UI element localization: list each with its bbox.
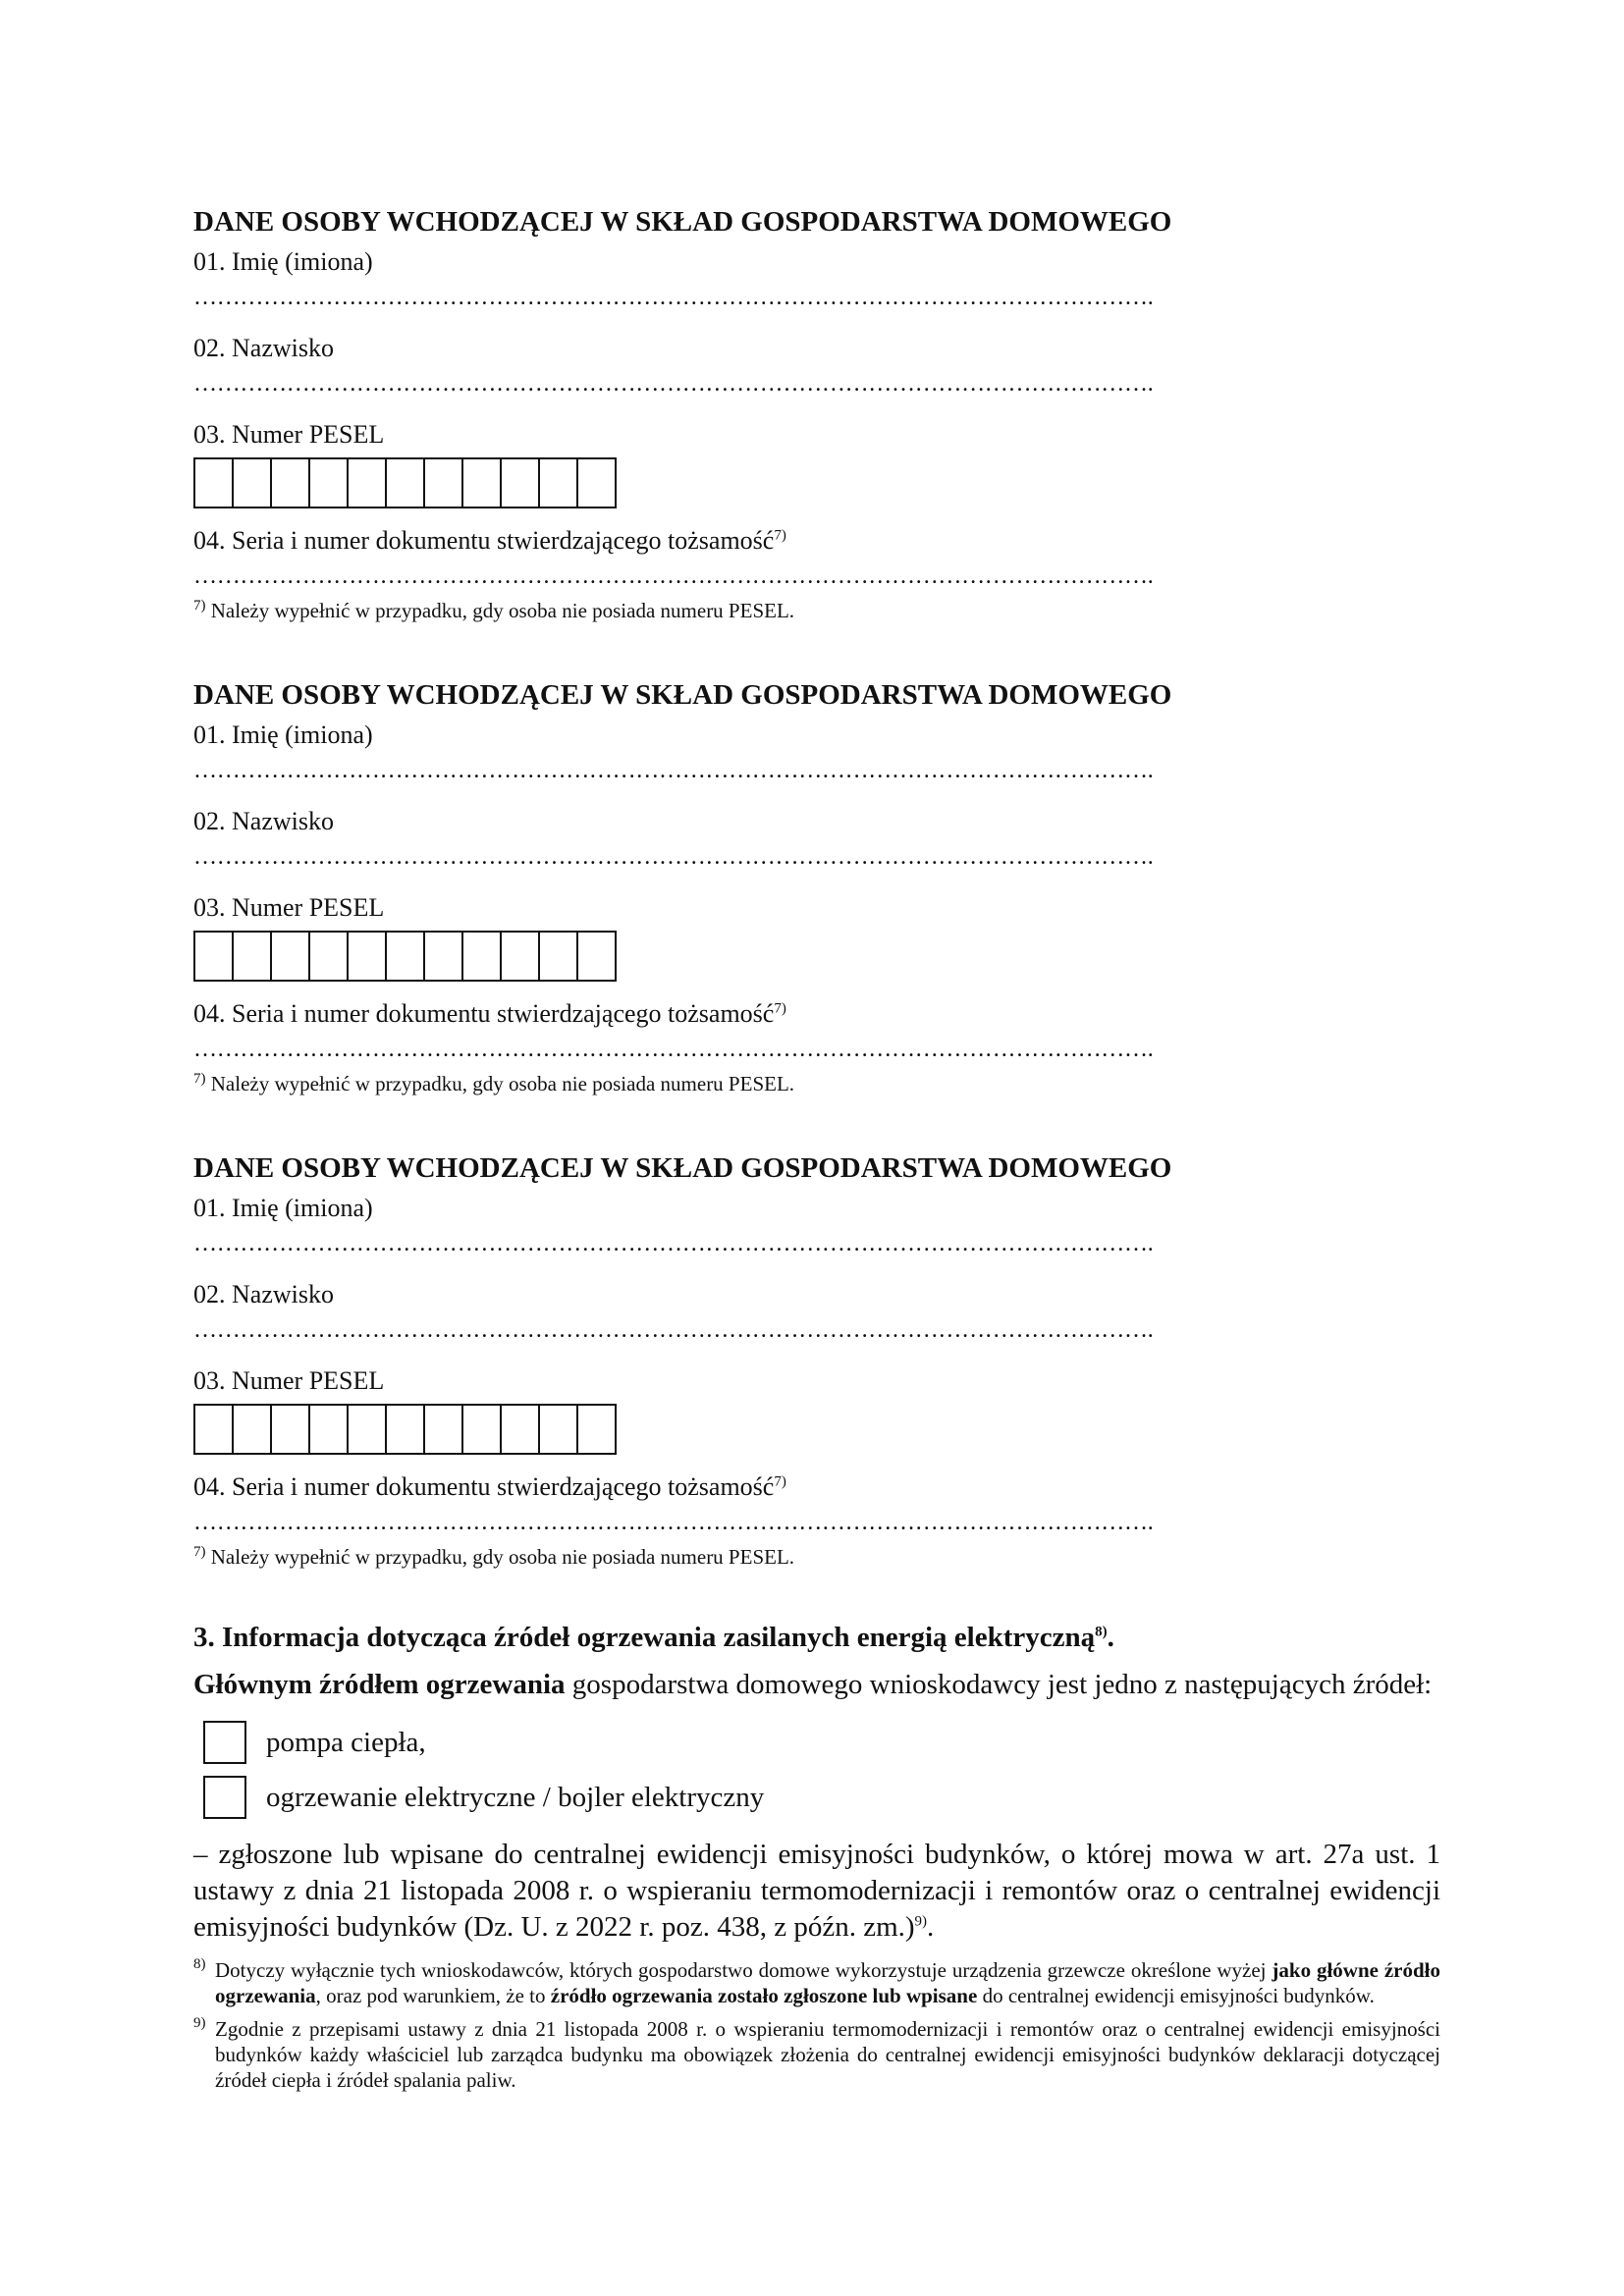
first-name-label: 01. Imię (imiona) (193, 247, 373, 276)
pesel-digit-box[interactable] (310, 459, 349, 507)
surname-field[interactable]: ……………………………………………………………………………………………………………. (193, 844, 1154, 870)
surname-field[interactable]: ……………………………………………………………………………………………………………. (193, 371, 1154, 397)
id-document-field[interactable]: ……………………………………………………………………………………………………………. (193, 1037, 1154, 1062)
id-document-label-text: 04. Seria i numer dokumentu stwierdzającego tożsamość (193, 1472, 775, 1501)
footnote-ref: 7) (774, 1000, 786, 1017)
pesel-digit-box[interactable] (272, 1406, 310, 1453)
person-block-1 (193, 204, 1440, 624)
pesel-digit-box[interactable] (234, 933, 272, 980)
footnote-ref: 9) (914, 1913, 928, 1930)
option-heat-pump[interactable] (203, 1715, 1440, 1770)
pesel-digit-box[interactable] (540, 933, 578, 980)
footnote-text: Należy wypełnić w przypadku, gdy osoba nie posiada numeru PESEL. (205, 599, 795, 622)
registry-note-text: – zgłoszone lub wpisane do centralnej ewidencji emisyjności budynków, o której mowa w art. 27a ust. 1 ustawy z dnia 21 listopada 2008 r. o wspieraniu termomodernizacji i remontów oraz o centralnej ewidencji emisyjności budynków (Dz. U. z 2022 r. poz. 438, z późn. zm.) (193, 1839, 1440, 1943)
footnote-mark: 8) (193, 1956, 206, 1972)
footnote-mark: 7) (193, 1071, 206, 1087)
pesel-digit-box[interactable] (540, 1406, 578, 1453)
electric-heating-label: ogrzewanie elektryczne / bojler elektryczny (266, 1781, 765, 1813)
heat-pump-label: pompa ciepła, (266, 1726, 426, 1758)
footnote-text: Należy wypełnić w przypadku, gdy osoba nie posiada numeru PESEL. (205, 1072, 795, 1095)
pesel-digit-box[interactable] (425, 459, 463, 507)
pesel-digit-box[interactable] (272, 459, 310, 507)
first-name-field[interactable]: ……………………………………………………………………………………………………………. (193, 758, 1154, 783)
surname-label: 02. Nazwisko (193, 807, 334, 835)
pesel-digit-box[interactable] (195, 933, 234, 980)
id-document-label (193, 997, 1440, 1031)
surname-field[interactable]: ……………………………………………………………………………………………………………. (193, 1317, 1154, 1343)
fn9-text: Zgodnie z przepisami ustawy z dnia 21 listopada 2008 r. o wspieraniu termomodernizacji i remontów oraz o centralnej ewidencji emisyjności budynków każdy właściciel lub zarządca budynku ma obowiązek złożenia do centralnej ewidencji emisyjności budynków deklaracji dotyczącej źródeł ciepła i źródeł spalania paliw. (215, 2017, 1440, 2092)
first-name-label: 01. Imię (imiona) (193, 721, 373, 749)
pesel-label: 03. Numer PESEL (193, 893, 385, 922)
pesel-digit-box[interactable] (387, 933, 425, 980)
registry-note (193, 1837, 1440, 1946)
footnote-9 (193, 2016, 1440, 2093)
id-document-label-text: 04. Seria i numer dokumentu stwierdzającego tożsamość (193, 999, 775, 1028)
option-electric-heating[interactable] (203, 1770, 1440, 1825)
heating-intro (193, 1667, 1440, 1703)
pesel-digit-box[interactable] (195, 459, 234, 507)
person-block-3 (193, 1150, 1440, 1571)
footnote-ref: 8) (1095, 1624, 1108, 1640)
pesel-digit-box[interactable] (425, 1406, 463, 1453)
section-3-title-text: 3. Informacja dotycząca źródeł ogrzewania zasilanych energią elektryczną (193, 1622, 1096, 1653)
id-document-field[interactable]: ……………………………………………………………………………………………………………. (193, 1510, 1154, 1535)
pesel-digit-box[interactable] (578, 1406, 615, 1453)
footnote-ref: 7) (774, 527, 786, 544)
footnote-7 (193, 597, 1440, 624)
fn8-part-a: Dotyczy wyłącznie tych wnioskodawców, których gospodarstwo domowe wykorzystuje urządzenia grzewcze określone wyżej (215, 1958, 1272, 1982)
id-document-label (193, 1470, 1440, 1504)
heating-intro-rest: gospodarstwa domowego wnioskodawcy jest jedno z następujących źródeł: (565, 1669, 1433, 1700)
pesel-boxes[interactable] (193, 457, 617, 508)
pesel-digit-box[interactable] (349, 459, 387, 507)
pesel-boxes[interactable] (193, 1404, 617, 1455)
id-document-label-text: 04. Seria i numer dokumentu stwierdzającego tożsamość (193, 526, 775, 555)
section-3-title-end: . (1107, 1622, 1114, 1653)
first-name-label: 01. Imię (imiona) (193, 1194, 373, 1222)
footnote-mark: 9) (193, 2015, 206, 2031)
pesel-digit-box[interactable] (578, 459, 615, 507)
pesel-label: 03. Numer PESEL (193, 420, 385, 449)
heating-source-section (193, 1620, 1440, 2093)
footnote-ref: 7) (774, 1473, 786, 1490)
person-heading: DANE OSOBY WCHODZĄCEJ W SKŁAD GOSPODARSTWA DOMOWEGO (193, 679, 1172, 711)
pesel-digit-box[interactable] (425, 933, 463, 980)
electric-heating-checkbox[interactable] (203, 1776, 246, 1819)
surname-label: 02. Nazwisko (193, 1280, 334, 1308)
id-document-label (193, 524, 1440, 558)
pesel-digit-box[interactable] (349, 1406, 387, 1453)
footnote-7 (193, 1543, 1440, 1571)
person-heading: DANE OSOBY WCHODZĄCEJ W SKŁAD GOSPODARSTWA DOMOWEGO (193, 1152, 1172, 1184)
first-name-field[interactable]: ……………………………………………………………………………………………………………. (193, 1231, 1154, 1256)
heat-pump-checkbox[interactable] (203, 1721, 246, 1764)
pesel-digit-box[interactable] (502, 1406, 540, 1453)
pesel-digit-box[interactable] (502, 459, 540, 507)
fn8-part-d: źródło ogrzewania zostało zgłoszone lub wpisane (550, 1984, 978, 2007)
id-document-field[interactable]: ……………………………………………………………………………………………………………. (193, 563, 1154, 589)
person-block-2 (193, 677, 1440, 1097)
pesel-digit-box[interactable] (463, 933, 502, 980)
footnote-mark: 7) (193, 1544, 206, 1560)
pesel-digit-box[interactable] (387, 1406, 425, 1453)
footnote-8 (193, 1957, 1440, 2008)
pesel-digit-box[interactable] (349, 933, 387, 980)
heating-intro-bold: Głównym źródłem ogrzewania (193, 1669, 566, 1700)
pesel-digit-box[interactable] (463, 1406, 502, 1453)
first-name-field[interactable]: ……………………………………………………………………………………………………………. (193, 285, 1154, 310)
footnote-text: Należy wypełnić w przypadku, gdy osoba nie posiada numeru PESEL. (205, 1545, 795, 1569)
footnote-7 (193, 1070, 1440, 1097)
pesel-boxes[interactable] (193, 931, 617, 982)
pesel-digit-box[interactable] (502, 933, 540, 980)
fn8-part-c: , oraz pod warunkiem, że to (315, 1984, 551, 2007)
pesel-digit-box[interactable] (310, 1406, 349, 1453)
section-3-title (193, 1620, 1440, 1655)
pesel-digit-box[interactable] (234, 459, 272, 507)
fn8-part-e: do centralnej ewidencji emisyjności budynków. (977, 1984, 1375, 2007)
pesel-label: 03. Numer PESEL (193, 1366, 385, 1395)
fn8-part-b: jako główne źródło ogrzewania (215, 1958, 1440, 2007)
pesel-digit-box[interactable] (272, 933, 310, 980)
pesel-digit-box[interactable] (540, 459, 578, 507)
pesel-digit-box[interactable] (234, 1406, 272, 1453)
surname-label: 02. Nazwisko (193, 334, 334, 362)
pesel-digit-box[interactable] (578, 933, 615, 980)
footnote-mark: 7) (193, 598, 206, 614)
pesel-digit-box[interactable] (195, 1406, 234, 1453)
pesel-digit-box[interactable] (310, 933, 349, 980)
pesel-digit-box[interactable] (463, 459, 502, 507)
person-heading: DANE OSOBY WCHODZĄCEJ W SKŁAD GOSPODARSTWA DOMOWEGO (193, 206, 1172, 238)
pesel-digit-box[interactable] (387, 459, 425, 507)
registry-note-end: . (927, 1911, 935, 1943)
